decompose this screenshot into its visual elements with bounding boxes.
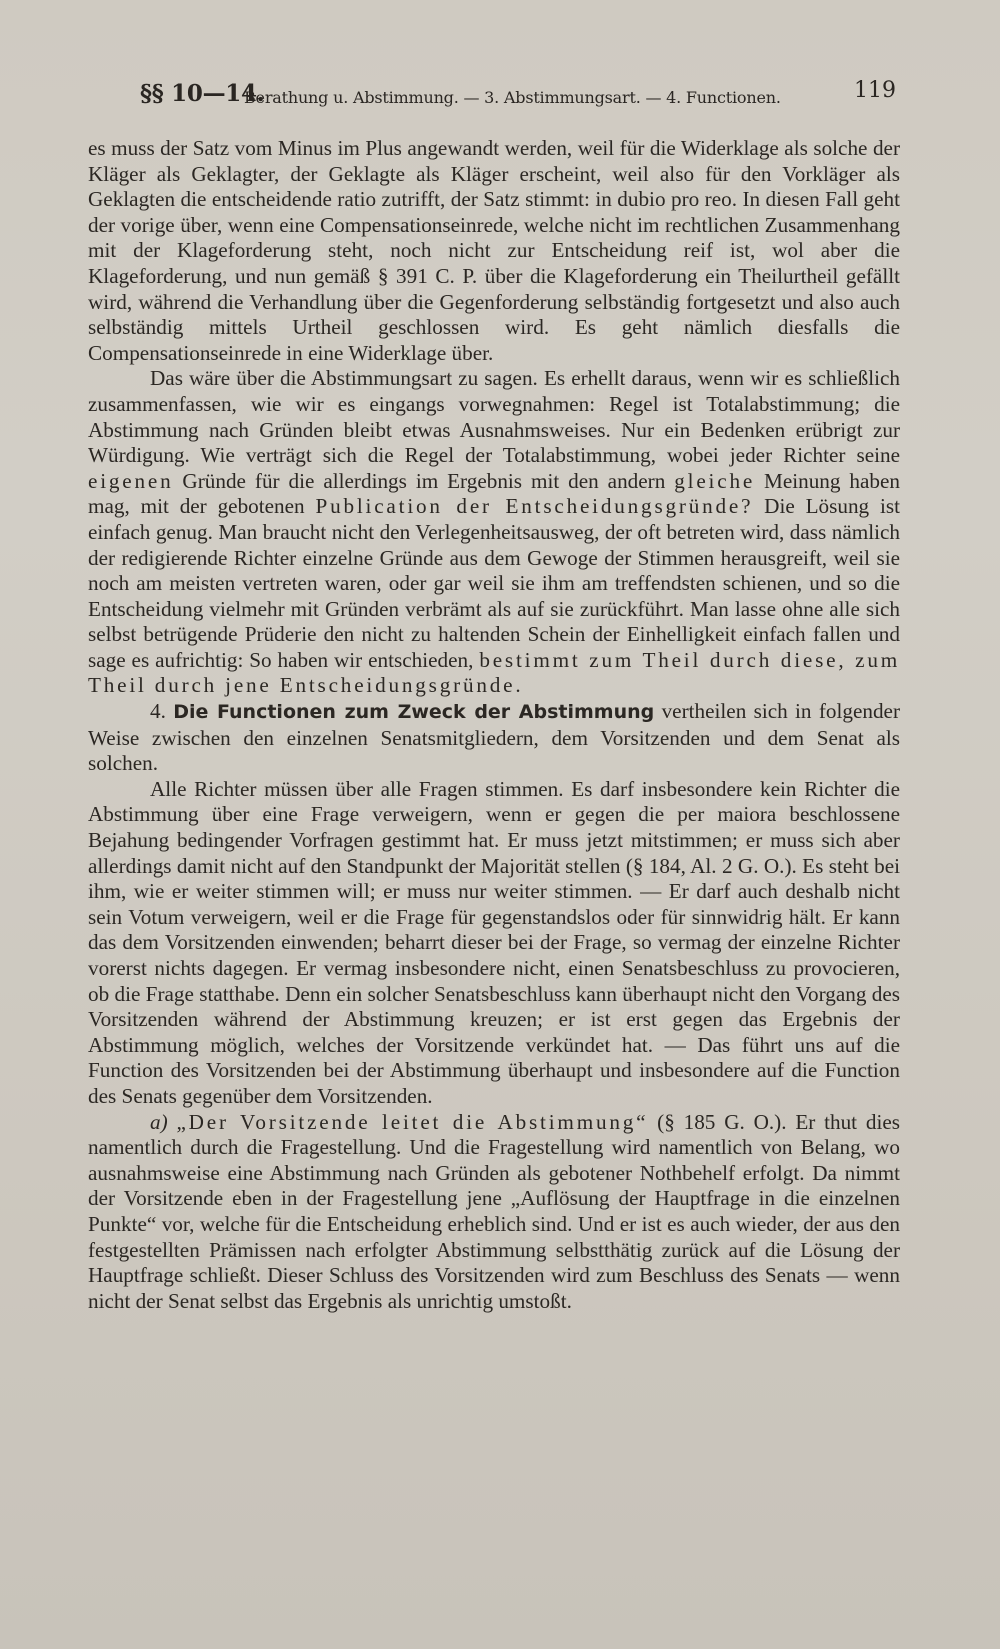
paragraph-2-text-c: Meinung haben mag, mit der gebotenen xyxy=(88,468,901,519)
paragraph-2-text-a: Das wäre über die Abstimmungsart zu sagen. Es erhellt daraus, wenn wir es schließlich zusammenfassen, wie wir es eingangs vorwegnahmen: Regel ist Totalabstimmung; die Abstimmung nach Gründen bleibt etwas Ausnahmsweises. Nur ein Bedenken erübrigt zur Würdigung. Wie verträgt sich die Regel der Totalabstimmung, wobei jeder Richter seine xyxy=(88,366,900,468)
emphasis-closing-phrase: bestimmt zum Theil durch diese, zum Theil durch jene Entscheidungsgründe. xyxy=(88,647,901,698)
paragraph-5-text: (§ 185 G. O.). Er thut dies namentlich durch die Fragestellung. Und die Fragestellung wird namentlich von Belang, wo ausnahmsweise eine Abstimmung nach Gründen als gebotener Nothbehelf erfolgt. Da nimmt der Vorsitzende eben in der Fragestellung jene „Auflösung der Hauptfrage in die einzelnen Punkte“ vor, welche für die Entscheidung erheblich sind. Und er ist es auch wieder, der aus den festgestellten Prämissen nach erfolgter Abstimmung selbstthätig zurück auf die Lösung der Hauptfrage schließt. Dieser Schluss des Vorsitzenden wird zum Beschluss des Senats — wenn nicht der Senat selbst das Ergebnis als unrichtig umstoßt. xyxy=(88,1109,900,1313)
paragraph-3-text: vertheilen sich in folgender Weise zwischen den einzelnen Senatsmitgliedern, dem Vorsitzenden und dem Senat als solchen. xyxy=(88,699,901,776)
section-heading: Die Functionen zum Zweck der Abstimmung xyxy=(173,701,655,724)
page-body xyxy=(88,136,900,1314)
running-title: Berathung u. Abstimmung. — 3. Abstimmungsart. — 4. Functionen. xyxy=(244,88,781,107)
emphasis-gleiche: gleiche xyxy=(674,468,756,493)
paragraph-2-text-b: Gründe für die allerdings im Ergebnis mit den andern xyxy=(182,468,666,493)
paragraph-4: Alle Richter müssen über alle Fragen stimmen. Es darf insbesondere kein Richter die Abstimmung über eine Frage verweigern, wenn er gegen die per maiora beschlossene Bejahung bedingender Vorfragen gestimmt hat. Er muss jetzt mitstimmen; er muss sich aber allerdings damit nicht auf den Standpunkt der Majorität stellen (§ 184, Al. 2 G. O.). Es steht bei ihm, wie er weiter stimmen will; er muss nur weiter stimmen. — Er darf auch deshalb nicht sein Votum verweigern, weil er die Frage für gegenstandslos oder für sinnwidrig hält. Er kann das dem Vorsitzenden einwenden; beharrt dieser bei der Frage, so vermag der einzelne Richter vorerst nichts dagegen. Er vermag insbesondere nicht, einen Senatsbeschluss zu provocieren, ob die Frage statthabe. Denn ein solcher Senatsbeschluss kann überhaupt nicht den Vorgang des Vorsitzenden während der Abstimmung kreuzen; er ist erst gegen das Ergebnis der Abstimmung möglich, welches der Vorsitzende verkündet hat. — Das führt uns auf die Function des Vorsitzenden bei der Abstimmung überhaupt und insbesondere auf die Function des Senats gegenüber dem Vorsitzenden. xyxy=(88,776,901,1108)
quoted-rule: „Der Vorsitzende leitet die Abstimmung“ xyxy=(176,1109,649,1134)
paragraph-2-text-d: Die Lösung ist einfach genug. Man braucht nicht den Verlegenheitsausweg, der oft betreten wird, dass nämlich der redigierende Richter einzelne Gründe aus dem Gewoge der Stimmen herausgreift, weil sie noch am meisten vertreten waren, oder gar weil sie ihm am treffendsten schienen, und so die Entscheidung vielmehr mit Gründen verbrämt als auf sie zurückführt. Man lasse ohne alle sich selbst betrügende Prüderie den nicht zu haltenden Schein der Einhelligkeit einfach fallen und sage es aufrichtig: So haben wir entschieden, xyxy=(88,494,901,672)
item-label: a) xyxy=(150,1109,168,1134)
paragraph-1: es muss der Satz vom Minus im Plus angewandt werden, weil für die Widerklage als solche der Kläger als Geklagter, der Geklagte als Kläger erscheint, weil also für den Vorkläger als Geklagten die entscheidende ratio zutrifft, der Satz stimmt: in dubio pro reo. In diesen Fall geht der vorige über, wenn eine Compensationseinrede, welche nicht im rechtlichen Zusammenhang mit der Klageforderung steht, noch nicht zur Entscheidung reif ist, wol aber die Klageforderung, und nun gemäß § 391 C. P. über die Klageforderung ein Theilurtheil gefällt wird, während die Verhandlung über die Gegenforderung selbständig fortgesetzt und also auch selbständig mittels Urtheil geschlossen wird. Es geht nämlich diesfalls die Compensationseinrede in eine Widerklage über. xyxy=(88,136,900,365)
emphasis-eigenen: eigenen xyxy=(88,468,174,493)
paragraph-5 xyxy=(88,1110,900,1315)
paragraph-2 xyxy=(88,366,900,699)
running-header xyxy=(140,76,900,116)
section-reference: §§ 10—14. xyxy=(140,80,265,107)
page-number: 119 xyxy=(854,78,896,103)
section-number: 4. xyxy=(150,699,166,724)
paragraph-3 xyxy=(88,699,900,777)
emphasis-publication: Publication der Entscheidungsgründe? xyxy=(315,494,754,519)
